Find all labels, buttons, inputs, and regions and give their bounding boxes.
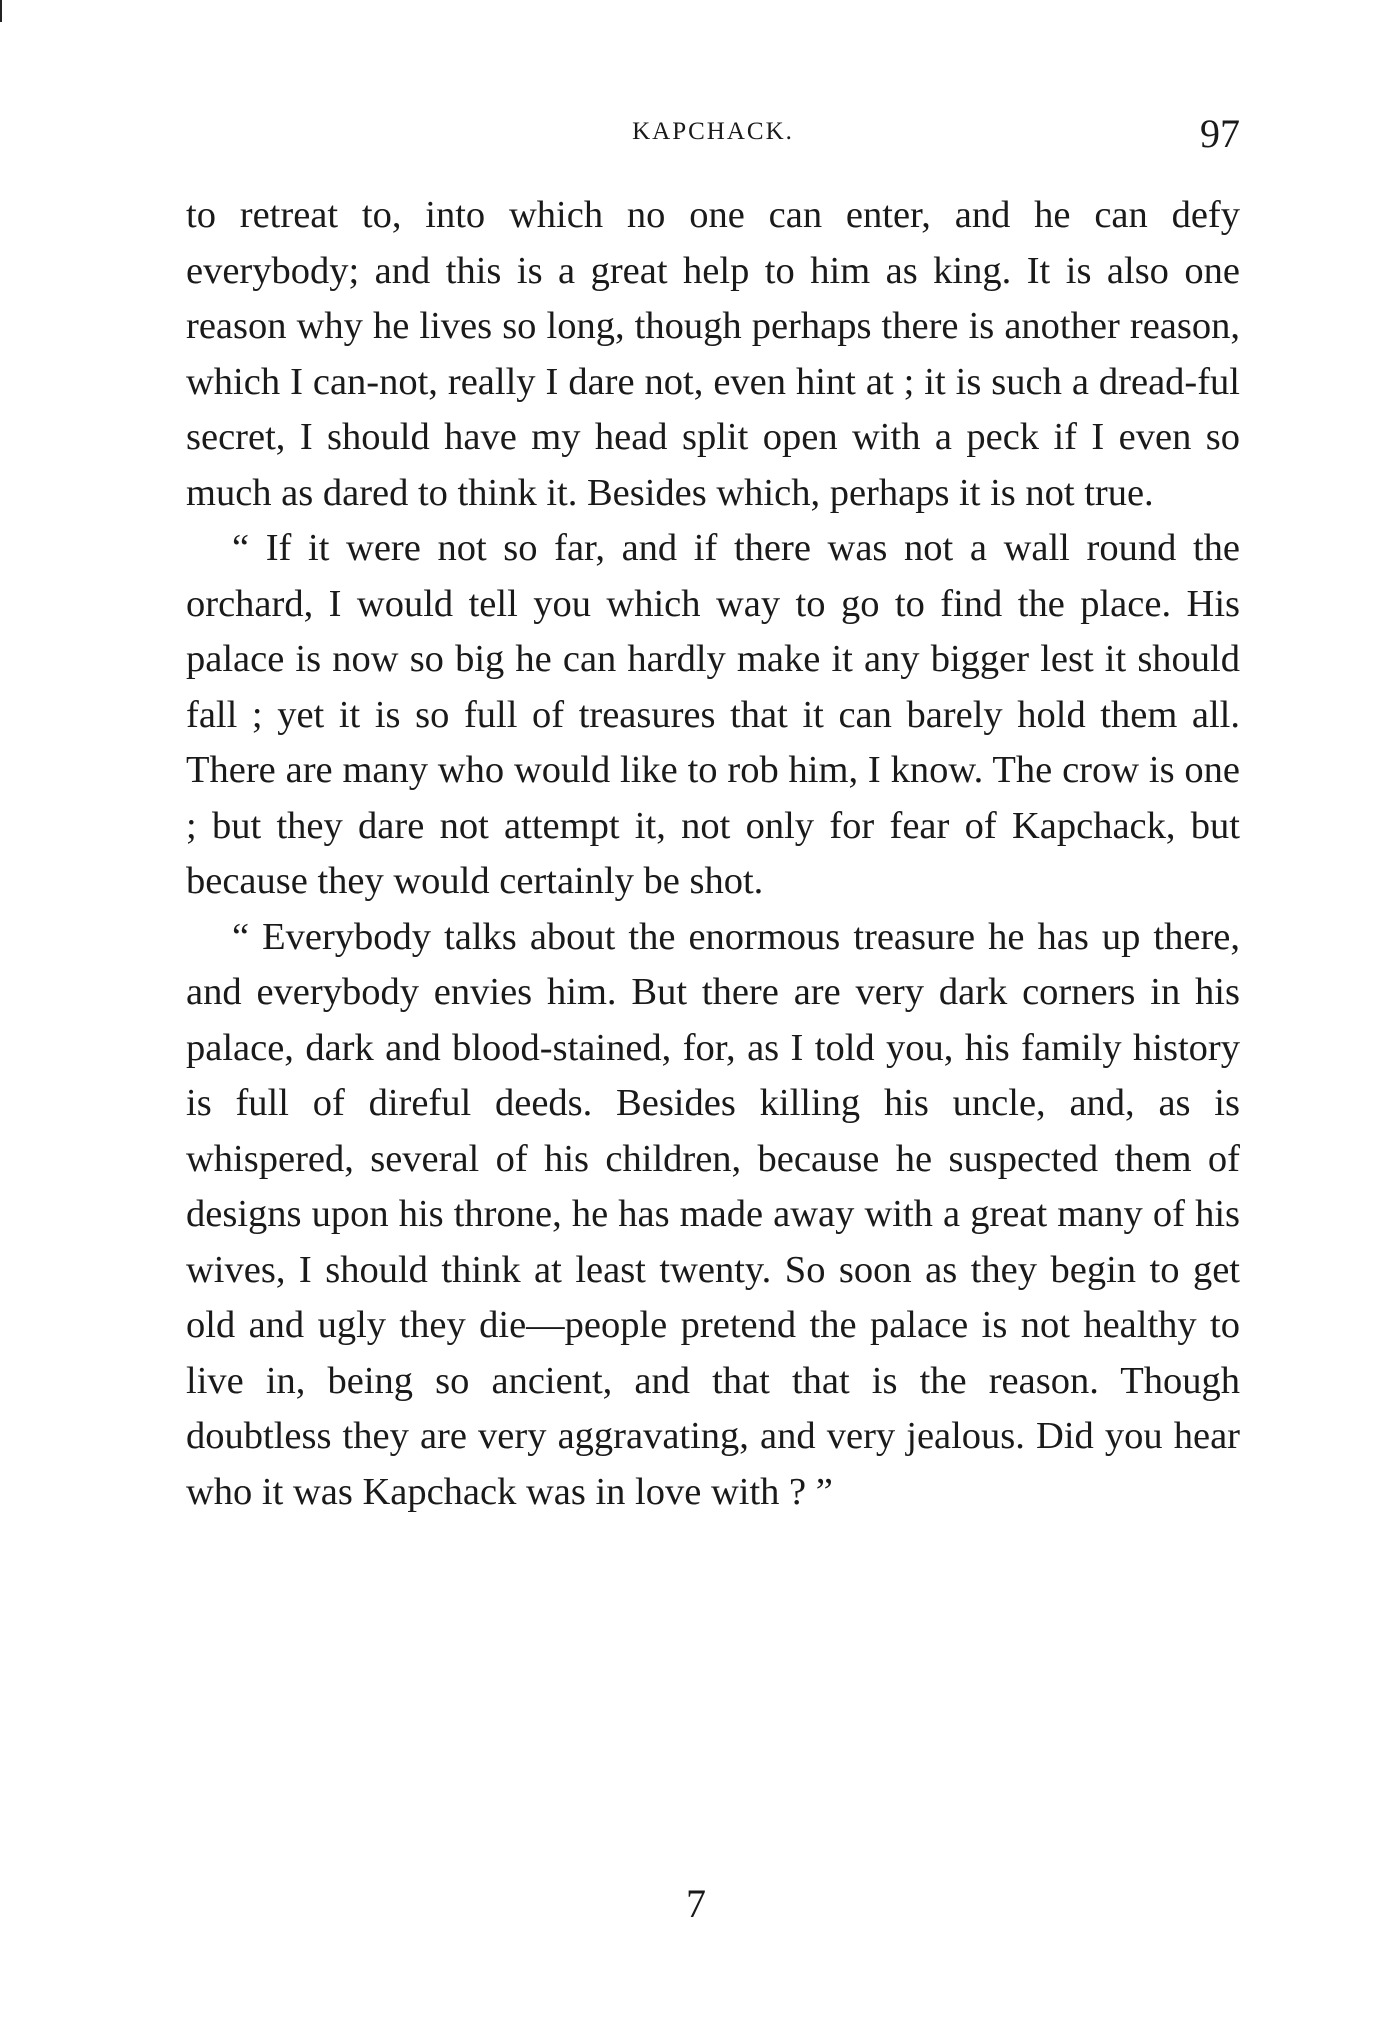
page-header (186, 110, 1240, 170)
page-number: 97 (1200, 111, 1240, 156)
running-head: KAPCHACK. (632, 118, 794, 145)
scan-edge-mark (0, 0, 2, 22)
paragraph-3: “ Everybody talks about the enormous treasure he has up there, and everybody envies him. But there are very dark corners in his palace, dark and blood-stained, for, as I told you, his family history is full of direful deeds. Besides killing his uncle, and, as is whispered, several of his children, because he suspected them of designs upon his throne, he has made away with a great many of his wives, I should think at least twenty. So soon as they begin to get old and ugly they die—people pretend the palace is not healthy to live in, being so ancient, and that that is the reason. Though doubtless they are very aggravating, and very jealous. Did you hear who it was Kapchack was in love with ? ” (186, 915, 1240, 1513)
body-text (186, 188, 1240, 1520)
paragraph-1: to retreat to, into which no one can enter, and he can defy everybody; and this is a great help to him as king. It is also one reason why he lives so long, though perhaps there is another reason, which I can-not, really I dare not, even hint at ; it is such a dread-ful secret, I should have my head split open with a peck if I even so much as dared to think it. Besides which, perhaps it is not true. (186, 194, 1240, 514)
paragraph-2: “ If it were not so far, and if there was not a wall round the orchard, I would tell you which way to go to find the place. His palace is now so big he can hardly make it any bigger lest it should fall ; yet it is so full of treasures that it can barely hold them all. There are many who would like to rob him, I know. The crow is one ; but they dare not attempt it, not only for fear of Kapchack, but because they would certainly be shot. (186, 527, 1240, 902)
signature-mark: 7 (686, 1881, 706, 1926)
